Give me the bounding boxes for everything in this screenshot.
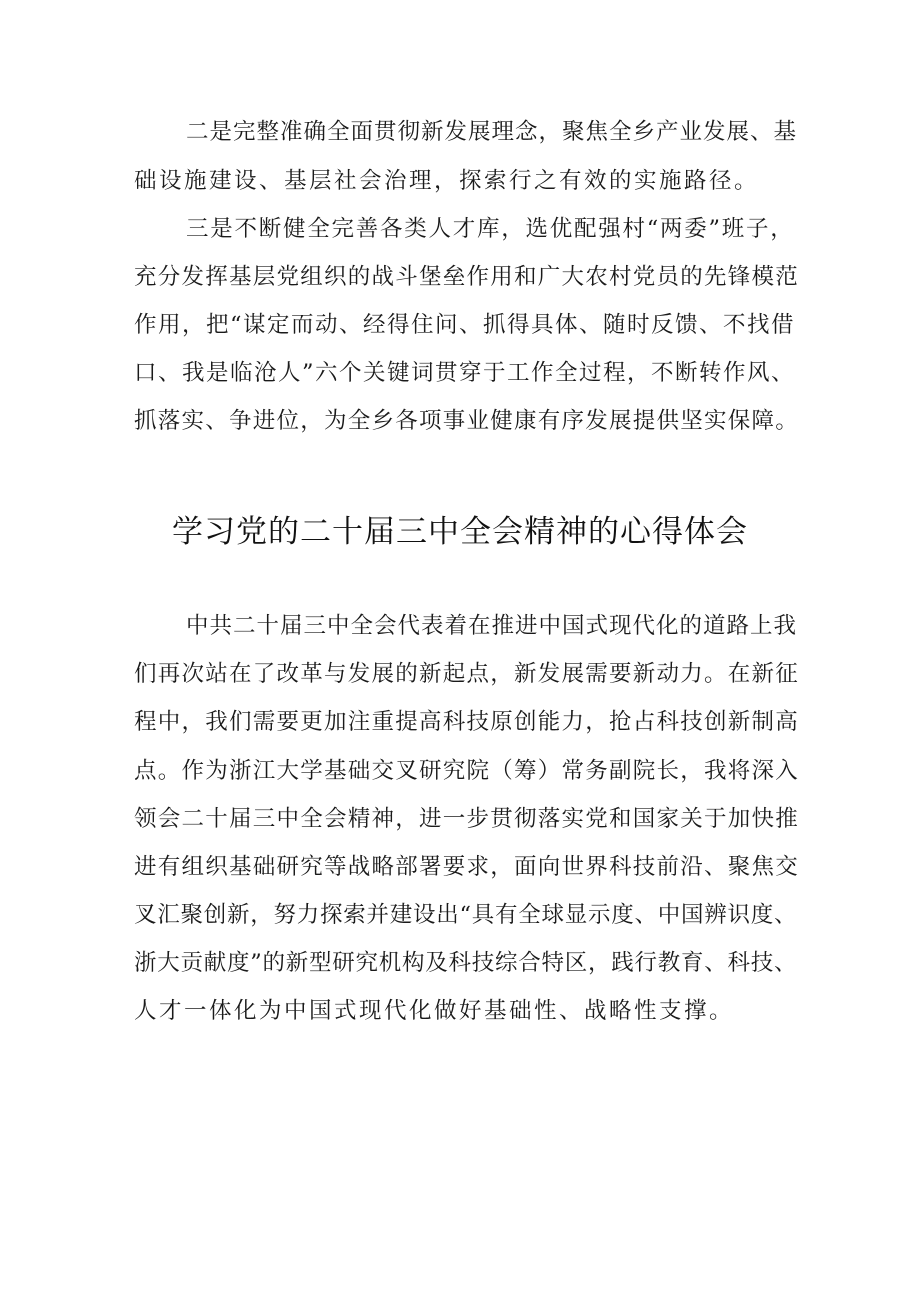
paragraph-3-line-4: 口、我是临沧人”六个关键词贯穿于工作全过程，不断转作风、 (134, 360, 796, 386)
article-body-line-4: 点。作为浙江大学基础交叉研究院（筹）常务副院长，我将深入 (134, 758, 800, 784)
article-body-line-2: 们再次站在了改革与发展的新起点，新发展需要新动力。在新征 (134, 661, 800, 687)
paragraph-3-line-1: 三是不断健全完善各类人才库，选优配强村“两委”班子， (186, 216, 795, 242)
article-title: 学习党的二十届三中全会精神的心得体会 (172, 514, 748, 550)
paragraph-2-line-1: 二是完整准确全面贯彻新发展理念，聚焦全乡产业发展、基 (186, 119, 798, 145)
article-body-line-1: 中共二十届三中全会代表着在推进中国式现代化的道路上我 (186, 613, 798, 639)
paragraph-2-line-2: 础设施建设、基层社会治理，探索行之有效的实施路径。 (134, 168, 760, 194)
paragraph-3-line-3: 作用，把“谋定而动、经得住问、抓得具体、随时反馈、不找借 (134, 312, 796, 338)
article-body-line-6: 进有组织基础研究等战略部署要求，面向世界科技前沿、聚焦交 (134, 854, 800, 880)
article-body-line-9: 人才一体化为中国式现代化做好基础性、战略性支撑。 (134, 998, 735, 1024)
article-body-line-8: 浙大贡献度”的新型研究机构及科技综合特区，践行教育、科技、 (134, 950, 798, 976)
article-body-line-5: 领会二十届三中全会精神，进一步贯彻落实党和国家关于加快推 (134, 806, 800, 832)
paragraph-3-line-5: 抓落实、争进位，为全乡各项事业健康有序发展提供坚实保障。 (134, 408, 800, 434)
article-body-line-7: 叉汇聚创新，努力探索并建设出“具有全球显示度、中国辨识度、 (134, 902, 798, 928)
article-body-line-3: 程中，我们需要更加注重提高科技原创能力，抢占科技创新制高 (134, 709, 800, 735)
paragraph-3-line-2: 充分发挥基层党组织的战斗堡垒作用和广大农村党员的先锋模范 (134, 264, 800, 290)
